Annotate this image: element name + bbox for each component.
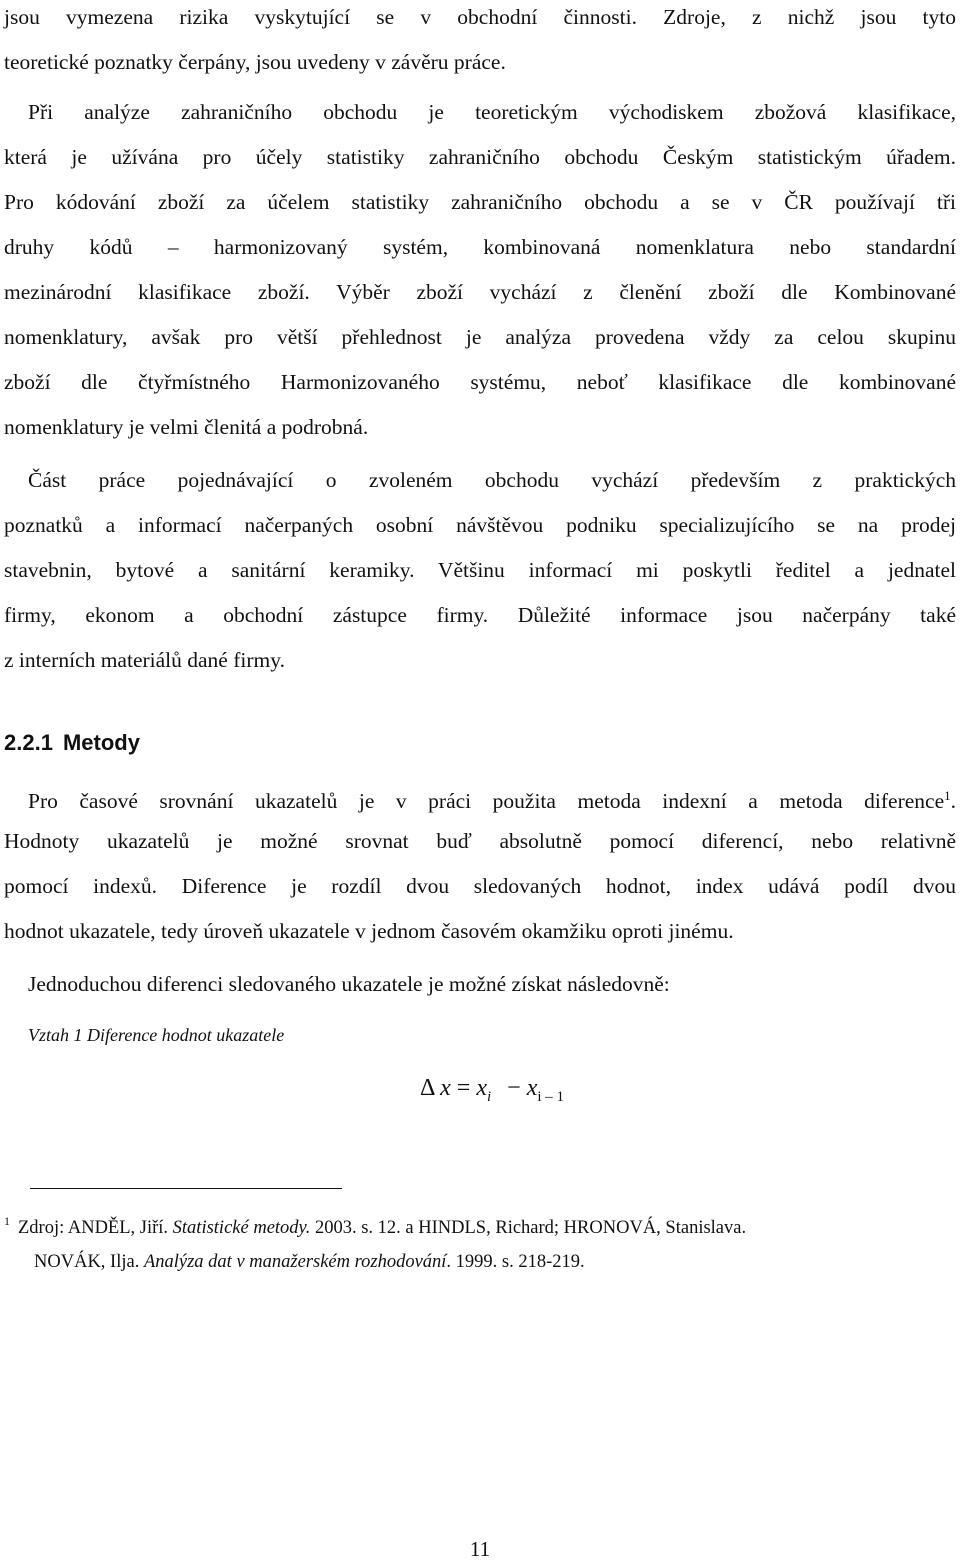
body-text-line: Při analýze zahraničního obchodu je teoretickým východiskem zbožová klasifikace, [28,100,956,124]
section-number: 2.2.1 [4,730,53,755]
body-text-line: firmy, ekonom a obchodní zástupce firmy. Důležité informace jsou načerpány také [4,603,956,627]
body-text-line: Jednoduchou diferenci sledovaného ukazatele je možné získat následovně: [28,972,670,996]
footnote-title: Analýza dat v manažerském rozhodování [143,1252,447,1272]
formula-variable: x [440,1075,451,1101]
body-text-line: stavebnin, bytové a sanitární keramiky. Většinu informací mi poskytli ředitel a jednatel [4,558,956,582]
body-text-line: nomenklatury, avšak pro větší přehlednost je analýza provedena vždy za celou skupinu [4,325,956,349]
formula-subscript: i – 1 [537,1089,565,1105]
footnote-text: 2003. s. 12. a HINDLS, Richard; HRONOVÁ, Stanislava. [310,1218,747,1238]
page-number: 11 [469,1537,491,1561]
equals-sign: = [456,1075,471,1101]
body-text-line: Hodnoty ukazatelů je možné srovnat buď absolutně pomocí diferencí, nebo relativně [4,829,956,853]
body-text: Pro časové srovnání ukazatelů je v práci použita metoda indexní a metoda diference [28,789,945,813]
formula-variable: x [526,1075,538,1101]
footnote-separator [30,1188,342,1189]
body-text-line: Pro kódování zboží za účelem statistiky zahraničního obchodu a se v ČR používají tři [4,190,956,214]
footnote-text: . 1999. s. 218-219. [446,1252,585,1272]
section-heading [4,728,150,758]
body-text-line: Část práce pojednávající o zvoleném obchodu vychází především z praktických [28,468,956,492]
footnote [4,1204,746,1279]
body-text-line: druhy kódů – harmonizovaný systém, kombinovaná nomenklatura nebo standardní [4,235,956,259]
formula-caption: Vztah 1 Diference hodnot ukazatele [28,1025,285,1045]
difference-formula [420,1072,564,1113]
body-text: . [950,789,956,813]
body-text-line: nomenklatury je velmi členitá a podrobná. [4,415,369,439]
formula-subscript: i [486,1089,492,1105]
section-title: Metody [62,730,140,755]
delta-symbol: Δ [420,1075,435,1101]
footnote-title: Statistické metody. [172,1218,311,1238]
body-text-line: zboží dle čtyřmístného Harmonizovaného systému, neboť klasifikace dle kombinované [4,370,956,394]
body-text-line: pomocí indexů. Diference je rozdíl dvou sledovaných hodnot, index udává podíl dvou [4,874,956,898]
body-text-line: jsou vymezena rizika vyskytující se v obchodní činnosti. Zdroje, z nichž jsou tyto [4,5,956,29]
footnote-text: NOVÁK, Ilja. [34,1252,144,1272]
body-text-line [28,781,956,816]
footnote-reference: 1 [944,788,951,803]
minus-sign: − [507,1075,521,1101]
body-text-line: hodnot ukazatele, tedy úroveň ukazatele v jednom časovém okamžiku oproti jinému. [4,919,734,943]
formula-variable: x [476,1075,487,1101]
body-text-line: teoretické poznatky čerpány, jsou uvedeny v závěru práce. [4,50,506,74]
body-text-line: z interních materiálů dané firmy. [4,648,285,672]
body-text-line: mezinárodní klasifikace zboží. Výběr zboží vychází z členění zboží dle Kombinované [4,280,956,304]
footnote-text: Zdroj: ANDĚL, Jiří. [18,1218,173,1238]
body-text-line: poznatků a informací načerpaných osobní návštěvou podniku specializujícího se na prodej [4,513,956,537]
footnote-marker: 1 [4,1214,10,1228]
body-text-line: která je užívána pro účely statistiky zahraničního obchodu Českým statistickým úřadem. [4,145,956,169]
